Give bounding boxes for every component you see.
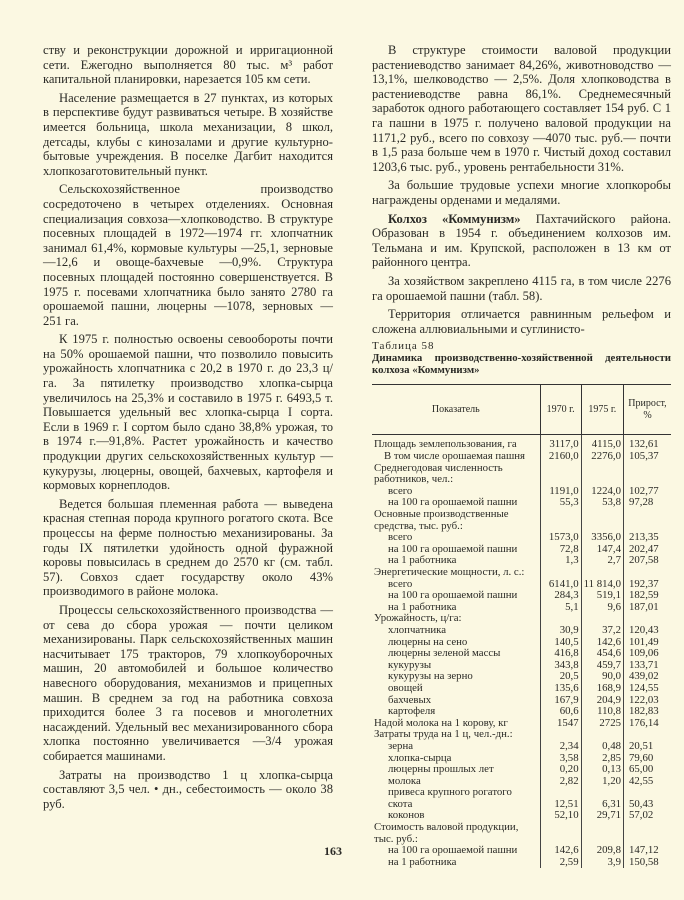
value-1970: 30,9 bbox=[540, 625, 581, 637]
value-growth bbox=[624, 822, 672, 845]
header-1975: 1975 г. bbox=[581, 385, 623, 435]
value-1975: 2725 bbox=[581, 718, 623, 730]
kolkhoz-text: Пахтачийского района. Образован в 1954 г. объединением колхозов им. Тельмана и им. Крупской, расположен в 13 км от районного центра. bbox=[372, 211, 671, 270]
value-growth: 109,06 bbox=[624, 648, 672, 660]
value-1975 bbox=[581, 463, 623, 486]
table-row bbox=[372, 567, 671, 579]
value-growth bbox=[624, 509, 672, 532]
row-label: коконов bbox=[388, 809, 425, 822]
value-1970: 140,5 bbox=[540, 637, 581, 649]
value-1975: 519,1 bbox=[581, 590, 623, 602]
row-label: на 100 га орошаемой пашни bbox=[388, 844, 518, 857]
value-1975: 142,6 bbox=[581, 637, 623, 649]
value-1975: 209,8 bbox=[581, 845, 623, 857]
value-1970 bbox=[540, 822, 581, 845]
table-row bbox=[372, 764, 671, 776]
value-1975: 53,8 bbox=[581, 497, 623, 509]
row-label: Основные производственные средства, тыс. руб.: bbox=[374, 508, 509, 532]
paragraph: К 1975 г. полностью освоены севообороты почти на 50% орошаемой пашни, что позволило повысить урожайность хлопчатника с 20,2 в 1970 г. до 23,3 ц/га. За пятилетку производство хлопка-сырца увеличилось на 25,3% и составило в 1975 г. 6493,5 т. Повышается удельный вес хлопка-сырца I сорта. Если в 1969 г. I сортом было сдано 38,8% урожая, то в 1974 г.—91,8%. Растет урожайность и качество продукции других сельскохозяйственных культур — кукурузы, люцерны, овощей, бахчевых, картофеля и кормовых корнеплодов. bbox=[43, 332, 333, 493]
row-label: привеса крупного рогатого скота bbox=[388, 786, 512, 810]
value-growth: 147,12 bbox=[624, 845, 672, 857]
value-1975: 459,7 bbox=[581, 660, 623, 672]
value-1975 bbox=[581, 509, 623, 532]
row-label: всего bbox=[388, 531, 413, 544]
value-1975: 2276,0 bbox=[581, 451, 623, 463]
value-growth: 20,51 bbox=[624, 741, 672, 753]
value-1975 bbox=[581, 822, 623, 845]
value-1975 bbox=[581, 567, 623, 579]
kolkhoz-heading: Колхоз «Коммунизм» bbox=[388, 211, 521, 226]
value-growth: 101,49 bbox=[624, 637, 672, 649]
row-label: картофеля bbox=[388, 705, 436, 718]
value-growth: 42,55 bbox=[624, 776, 672, 788]
value-1970: 142,6 bbox=[540, 845, 581, 857]
value-growth: 132,61 bbox=[624, 435, 672, 451]
value-1970: 284,3 bbox=[540, 590, 581, 602]
value-growth: 213,35 bbox=[624, 532, 672, 544]
paragraph: В структуре стоимости валовой продукции растениеводство занимает 84,26%, животноводство —13,1%, шелководство — 2,5%. Доля хлопководства в растениеводстве равна 86,1%. Среднемесячный заработок одного работающего составляет 154 руб. С 1 га пашни в 1975 г. получено валовой продукции на 1171,2 руб., всего по совхозу —4070 тыс. руб.— почти в 1,5 раза больше чем в 1970 г. Чистый доход составил 1203,6 тыс. руб., уровень рентабельности 31%. bbox=[372, 43, 671, 174]
value-growth: 176,14 bbox=[624, 718, 672, 730]
table-row bbox=[372, 435, 671, 451]
data-table bbox=[372, 384, 671, 868]
value-growth: 192,37 bbox=[624, 579, 672, 591]
value-1975: 3,9 bbox=[581, 857, 623, 869]
paragraph: Ведется большая племенная работа — выведена красная степная порода крупного рогатого скота. Все процессы на ферме полностью механизированы. За годы IX пятилетки удойность одной фуражной коровы повысилась в среднем до 2570 кг (см. табл. 57). Совхоз сдает государству около 43% производимого в районе молока. bbox=[43, 496, 333, 599]
header-indicator: Показатель bbox=[372, 385, 540, 435]
value-1975: 4115,0 bbox=[581, 435, 623, 451]
row-label: люцерны на сено bbox=[388, 635, 468, 648]
row-label: хлопка-сырца bbox=[388, 751, 452, 764]
value-1970: 3,58 bbox=[540, 753, 581, 765]
value-1970 bbox=[540, 509, 581, 532]
row-label: Урожайность, ц/га: bbox=[374, 612, 462, 625]
value-growth: 105,37 bbox=[624, 451, 672, 463]
table-row bbox=[372, 857, 671, 869]
value-1970: 1,3 bbox=[540, 555, 581, 567]
value-1975: 2,85 bbox=[581, 753, 623, 765]
row-label: на 100 га орошаемой пашни bbox=[388, 496, 518, 509]
value-growth: 65,00 bbox=[624, 764, 672, 776]
table-row bbox=[372, 683, 671, 695]
value-1970: 2160,0 bbox=[540, 451, 581, 463]
value-growth: 122,03 bbox=[624, 695, 672, 707]
row-label: всего bbox=[388, 577, 413, 590]
value-growth: 202,47 bbox=[624, 544, 672, 556]
row-label: Среднегодовая численность работников, чел.: bbox=[374, 461, 503, 486]
table-header-row bbox=[372, 385, 671, 435]
value-growth: 150,58 bbox=[624, 857, 672, 869]
value-1975: 29,71 bbox=[581, 810, 623, 822]
value-1970: 12,51 bbox=[540, 787, 581, 810]
value-1970: 0,20 bbox=[540, 764, 581, 776]
value-1975: 37,2 bbox=[581, 625, 623, 637]
value-1975: 0,48 bbox=[581, 741, 623, 753]
row-label: Площадь землепользования, га bbox=[374, 438, 517, 451]
table-row bbox=[372, 706, 671, 718]
table-row bbox=[372, 741, 671, 753]
value-1970: 343,8 bbox=[540, 660, 581, 672]
paragraph: ству и реконструкции дорожной и ирригационной сети. Ежегодно выполняется 80 тыс. м³ работ капитальной планировки, нарезается 105 км сети. bbox=[43, 43, 333, 87]
value-1970: 20,5 bbox=[540, 671, 581, 683]
row-label: овощей bbox=[388, 681, 423, 694]
value-1975: 1224,0 bbox=[581, 486, 623, 498]
value-1975: 0,13 bbox=[581, 764, 623, 776]
value-growth: 439,02 bbox=[624, 671, 672, 683]
row-label: на 1 работника bbox=[388, 600, 457, 613]
paragraph: Территория отличается равнинным рельефом и сложена аллювиальными и суглинисто- bbox=[372, 307, 671, 336]
row-label: молока bbox=[388, 774, 421, 787]
value-1975: 9,6 bbox=[581, 602, 623, 614]
value-1970: 3117,0 bbox=[540, 435, 581, 451]
row-label: на 1 работника bbox=[388, 855, 457, 868]
value-growth: 50,43 bbox=[624, 787, 672, 810]
table-title: Динамика производственно-хозяйственной деятельности колхоза «Коммунизм» bbox=[372, 352, 671, 377]
value-growth: 182,59 bbox=[624, 590, 672, 602]
value-1975: 11 814,0 bbox=[581, 579, 623, 591]
value-1970: 5,1 bbox=[540, 602, 581, 614]
left-column bbox=[43, 43, 333, 815]
row-label: Энергетические мощности, л. с.: bbox=[374, 566, 525, 578]
row-label: Надой молока на 1 корову, кг bbox=[374, 716, 508, 729]
value-growth: 120,43 bbox=[624, 625, 672, 637]
value-1975: 1,20 bbox=[581, 776, 623, 788]
value-1970: 72,8 bbox=[540, 544, 581, 556]
right-column bbox=[372, 43, 671, 868]
row-label: зерна bbox=[388, 739, 414, 752]
table-row bbox=[372, 625, 671, 637]
value-growth: 182,83 bbox=[624, 706, 672, 718]
value-growth bbox=[624, 567, 672, 579]
value-1970: 55,3 bbox=[540, 497, 581, 509]
value-1970: 1573,0 bbox=[540, 532, 581, 544]
table-row bbox=[372, 822, 671, 845]
table-row bbox=[372, 787, 671, 810]
table-row bbox=[372, 451, 671, 463]
row-label: Стоимость валовой продукции, тыс. руб.: bbox=[374, 821, 519, 845]
value-growth: 79,60 bbox=[624, 753, 672, 765]
paragraph: Процессы сельскохозяйственного производства — от сева до сбора урожая — почти целиком механизированы. Парк сельскохозяйственных машин насчитывает 175 тракторов, 79 хлопкоуборочных машин, 20 автомобилей и большое количество навесного оборудования, механизмов и прицепных машин. В среднем за год на работника совхоза приходится более 3 га посевов и многолетних насаждений. Удельный вес механизированного сбора хлопка постоянно увеличивается —3/4 урожая собирается машинами. bbox=[43, 602, 333, 763]
table-caption: Таблица 58 bbox=[372, 340, 435, 353]
value-1975: 454,6 bbox=[581, 648, 623, 660]
row-label: Затраты труда на 1 ц, чел.-дн.: bbox=[374, 728, 513, 741]
value-1975: 90,0 bbox=[581, 671, 623, 683]
value-1970 bbox=[540, 463, 581, 486]
value-1970: 2,34 bbox=[540, 741, 581, 753]
header-1970: 1970 г. bbox=[540, 385, 581, 435]
value-1970: 1547 bbox=[540, 718, 581, 730]
value-1970: 135,6 bbox=[540, 683, 581, 695]
value-1975: 110,8 bbox=[581, 706, 623, 718]
row-label: хлопчатника bbox=[388, 623, 447, 636]
value-1975: 147,4 bbox=[581, 544, 623, 556]
value-1975: 2,7 bbox=[581, 555, 623, 567]
paragraph: Сельскохозяйственное производство сосредоточено в четырех отделениях. Основная специализация совхоза—хлопководство. В структуре посевных площадей в 1972—1974 гг. хлопчатник занимал 61,4%, кормовые культуры —25,1, зерновые —12,6 и овоще-бахчевые —0,9%. Структура посевных площадей постоянно совершенствуется. В 1975 г. посевами хлопчатника было занято 2780 га орошаемой пашни, люцерны —1078, зерновых — 251 га. bbox=[43, 182, 333, 328]
value-1970: 6141,0 bbox=[540, 579, 581, 591]
value-growth: 124,55 bbox=[624, 683, 672, 695]
table-row bbox=[372, 729, 671, 741]
value-1970: 52,10 bbox=[540, 810, 581, 822]
value-1970: 1191,0 bbox=[540, 486, 581, 498]
value-1970 bbox=[540, 567, 581, 579]
row-label: бахчевых bbox=[388, 693, 432, 706]
value-growth: 97,28 bbox=[624, 497, 672, 509]
value-growth: 133,71 bbox=[624, 660, 672, 672]
row-label: люцерны зеленой массы bbox=[388, 647, 501, 660]
row-label: на 1 работника bbox=[388, 554, 457, 567]
row-label: на 100 га орошаемой пашни bbox=[388, 589, 518, 602]
value-1975: 6,31 bbox=[581, 787, 623, 810]
value-growth bbox=[624, 463, 672, 486]
paragraph: Население размещается в 27 пунктах, из которых в перспективе будут развиваться четыре. В хозяйстве имеется больница, школа механизации, 8 школ, детсады, клубы с кинозалами и другие культурно-бытовые учреждения. В поселке Дагбит находится хлопкозаготовительный пункт. bbox=[43, 90, 333, 178]
row-label: люцерны прошлых лет bbox=[388, 763, 494, 776]
paragraph: Затраты на производство 1 ц хлопка-сырца составляют 3,5 чел. • дн., себестоимость — около 38 руб. bbox=[43, 767, 333, 811]
row-label: кукурузы на зерно bbox=[388, 670, 473, 683]
row-label: всего bbox=[388, 484, 413, 497]
table-row bbox=[372, 463, 671, 486]
value-growth: 187,01 bbox=[624, 602, 672, 614]
table-row bbox=[372, 509, 671, 532]
value-1970: 167,9 bbox=[540, 695, 581, 707]
value-1970: 2,82 bbox=[540, 776, 581, 788]
value-1975: 168,9 bbox=[581, 683, 623, 695]
table-body bbox=[372, 435, 671, 868]
header-growth: Прирост, % bbox=[624, 385, 672, 435]
page-number: 163 bbox=[324, 844, 342, 858]
value-growth: 102,77 bbox=[624, 486, 672, 498]
paragraph: За хозяйством закреплено 4115 га, в том числе 2276 га орошаемой пашни (табл. 58). bbox=[372, 273, 671, 303]
value-growth: 57,02 bbox=[624, 810, 672, 822]
value-1970: 2,59 bbox=[540, 857, 581, 869]
table-row bbox=[372, 648, 671, 660]
value-1975: 3356,0 bbox=[581, 532, 623, 544]
value-growth: 207,58 bbox=[624, 555, 672, 567]
value-1970: 416,8 bbox=[540, 648, 581, 660]
kolkhoz-paragraph bbox=[372, 212, 671, 270]
row-label: В том числе орошаемая пашня bbox=[384, 450, 526, 463]
value-1975: 204,9 bbox=[581, 695, 623, 707]
row-label: на 100 га орошаемой пашни bbox=[388, 542, 518, 555]
row-label: кукурузы bbox=[388, 658, 432, 671]
value-1970: 60,6 bbox=[540, 706, 581, 718]
paragraph: За большие трудовые успехи многие хлопкоробы награждены орденами и медалями. bbox=[372, 178, 671, 207]
